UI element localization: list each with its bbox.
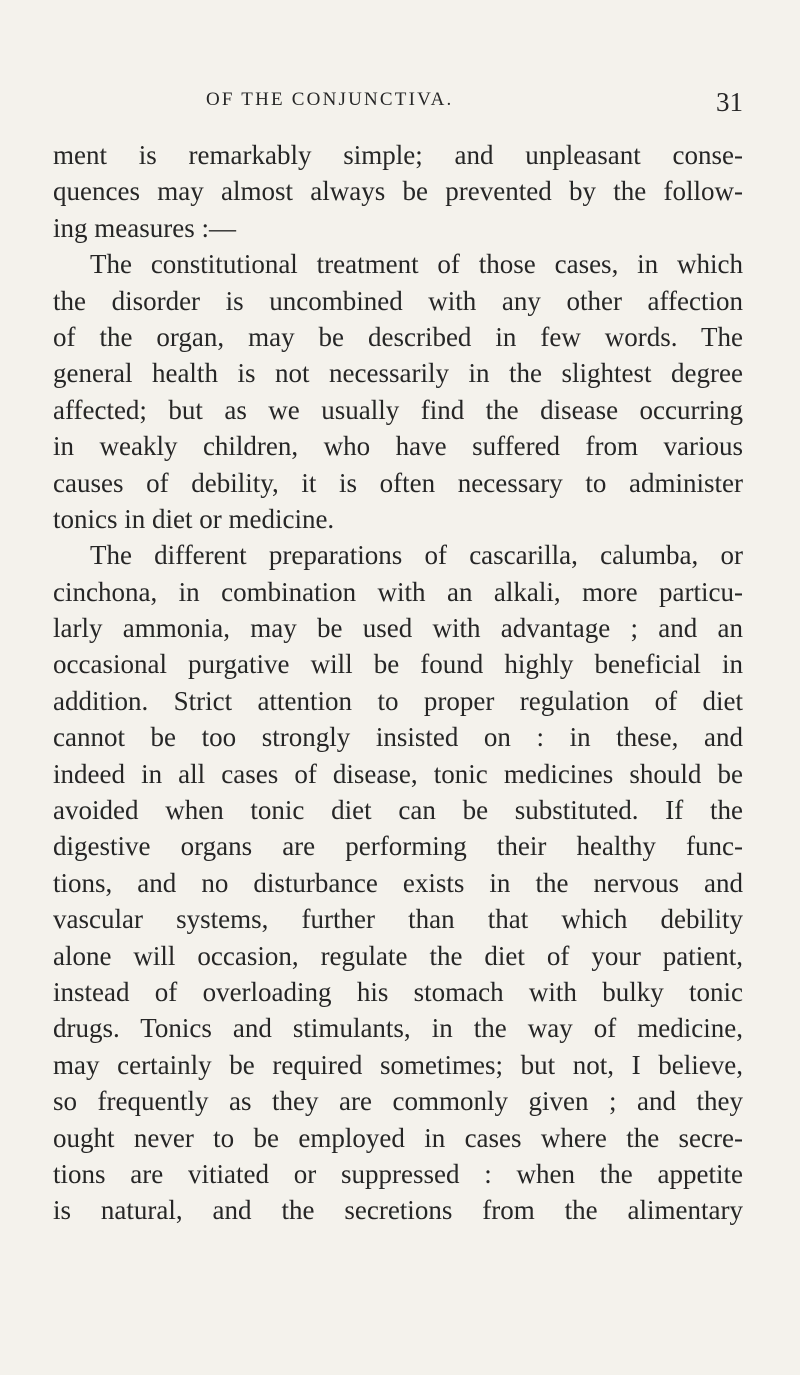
text-line: larly ammonia, may be used with advantage ; and an xyxy=(53,613,743,644)
text-line: cinchona, in combination with an alkali, more particu- xyxy=(53,576,743,607)
text-line: ought never to be employed in cases where the secre- xyxy=(53,1122,743,1153)
text-line: alone will occasion, regulate the diet of your patient, xyxy=(53,940,743,971)
running-title: OF THE CONJUNCTIVA. xyxy=(206,89,454,110)
text-line: may certainly be required sometimes; but not, I believe, xyxy=(53,1049,743,1080)
text-line: of the organ, may be described in few words. The xyxy=(53,321,743,352)
text-line: digestive organs are performing their healthy func- xyxy=(53,831,743,862)
text-line: drugs. Tonics and stimulants, in the way of medicine, xyxy=(53,1013,743,1044)
text-line: ment is remarkably simple; and unpleasant conse- xyxy=(53,140,743,170)
text-line: causes of debility, it is often necessary to administer xyxy=(53,467,743,498)
text-line: so frequently as they are commonly given ; and they xyxy=(53,1086,743,1117)
text-line: tions are vitiated or suppressed : when the appetite xyxy=(53,1158,743,1189)
text-line: ing measures :— xyxy=(53,212,236,243)
text-line: occasional purgative will be found highly beneficial in xyxy=(53,649,743,680)
body-text xyxy=(53,137,743,1229)
text-line: quences may almost always be prevented by the follow- xyxy=(53,176,743,207)
text-line: addition. Strict attention to proper regulation of diet xyxy=(53,685,743,716)
text-line: tonics in diet or medicine. xyxy=(53,503,335,534)
text-line: in weakly children, who have suffered from various xyxy=(53,431,743,462)
running-head xyxy=(65,89,743,119)
text-line: is natural, and the secretions from the alimentary xyxy=(53,1195,743,1226)
text-line: tions, and no disturbance exists in the nervous and xyxy=(53,867,743,898)
text-line: The different preparations of cascarilla, calumba, or xyxy=(90,540,743,571)
text-line: The constitutional treatment of those cases, in which xyxy=(90,249,743,280)
text-line: avoided when tonic diet can be substituted. If the xyxy=(53,795,743,826)
page-number: 31 xyxy=(716,87,743,117)
text-line: affected; but as we usually find the disease occurring xyxy=(53,394,743,425)
text-line: instead of overloading his stomach with bulky tonic xyxy=(53,976,743,1007)
text-line: general health is not necessarily in the slightest degree xyxy=(53,358,743,389)
text-line: indeed in all cases of disease, tonic medicines should be xyxy=(53,758,743,789)
text-line: the disorder is uncombined with any other affection xyxy=(53,285,743,316)
text-line: cannot be too strongly insisted on : in these, and xyxy=(53,722,743,753)
text-line: vascular systems, further than that which debility xyxy=(53,904,743,935)
